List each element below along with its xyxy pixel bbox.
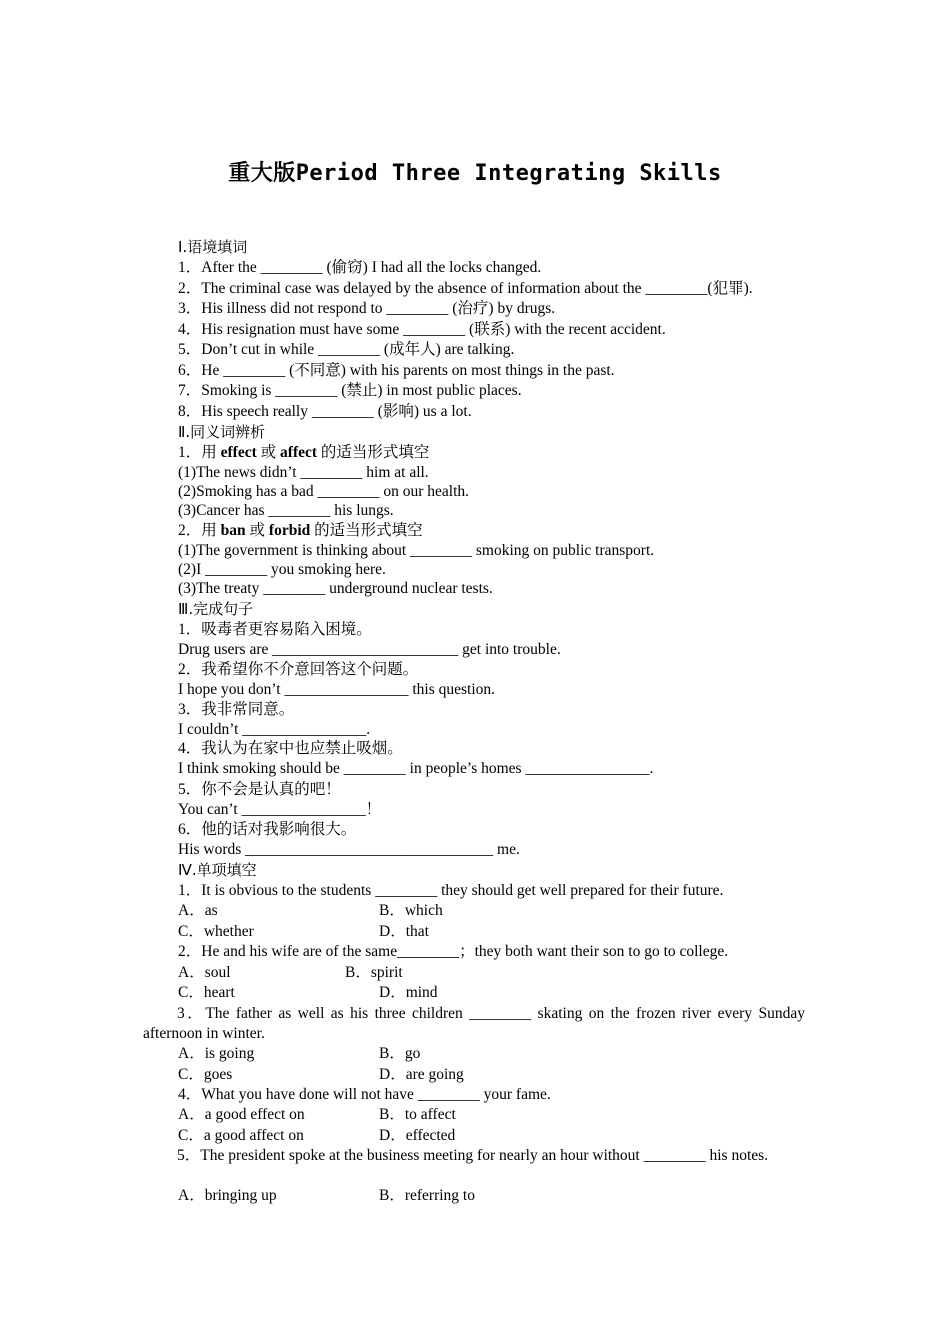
option-b: B．to affect [379,1106,456,1123]
synonym-item: (3)Cancer has ________ his lungs. [178,502,394,519]
option-d: D．mind [379,984,438,1001]
sentence-prompt: 1．吸毒者更容易陷入困境。 [178,621,372,638]
synonym-item: (2)I ________ you smoking here. [178,561,386,578]
question-1: 1．It is obvious to the students ________ they should get well prepared for their future. [178,882,724,899]
question-4: 4．What you have done will not have ________ your fame. [178,1086,551,1103]
option-a: A．as [178,902,218,919]
fill-item: 7．Smoking is ________ (禁止) in most public places. [178,382,522,399]
sentence-line: I hope you don’t ________________ this question. [178,681,496,698]
question-2: 2．He and his wife are of the same________；they both want their son to go to college. [178,943,729,960]
sentence-line: His words ________________________________ me. [178,841,520,858]
option-a: A．bringing up [178,1187,277,1204]
fill-item: 1．After the ________ (偷窃) I had all the locks changed. [178,259,542,276]
question-5: 5．The president spoke at the business meeting for nearly an hour without ________ his notes. [177,1147,769,1164]
sentence-prompt: 4．我认为在家中也应禁止吸烟。 [178,740,403,757]
synonym-item: (2)Smoking has a bad ________ on our health. [178,483,470,500]
section-1-heading: Ⅰ.语境填词 [178,238,248,256]
option-a: A．a good effect on [178,1106,305,1123]
option-a: A．soul [178,964,231,981]
option-c: C．whether [178,923,254,940]
sentence-line: You can’t ________________！ [178,801,382,818]
fill-item: 3．His illness did not respond to ________ (治疗) by drugs. [178,300,556,317]
sentence-line: Drug users are ________________________ get into trouble. [178,641,561,658]
sentence-prompt: 5．你不会是认真的吧！ [178,781,341,798]
section-4-heading: Ⅳ.单项填空 [178,861,257,879]
section-3-heading: Ⅲ.完成句子 [178,600,254,618]
fill-item: 2．The criminal case was delayed by the absence of information about the ________(犯罪). [178,280,753,297]
sentence-line: I couldn’t ________________. [178,721,371,738]
page-title: 重大版Period Three Integrating Skills [228,161,722,186]
option-c: C．goes [178,1066,233,1083]
sentence-prompt: 6．他的话对我影响很大。 [178,821,357,838]
group-2-instruction: 2．用 ban 或 forbid 的适当形式填空 [178,522,423,539]
option-b: B．spirit [345,964,403,981]
option-b: B．referring to [379,1187,475,1204]
fill-item: 5．Don’t cut in while ________ (成年人) are talking. [178,341,515,358]
sentence-prompt: 2．我希望你不介意回答这个问题。 [178,661,419,678]
option-a: A．is going [178,1045,255,1062]
option-c: C．heart [178,984,235,1001]
sentence-prompt: 3．我非常同意。 [178,701,295,718]
synonym-item: (3)The treaty ________ underground nuclear tests. [178,580,493,597]
option-d: D．effected [379,1127,456,1144]
fill-item: 6．He ________ (不同意) with his parents on most things in the past. [178,362,615,379]
fill-item: 4．His resignation must have some ________ (联系) with the recent accident. [178,321,666,338]
option-d: D．that [379,923,429,940]
question-3: 3．The father as well as his three children ________ skating on the frozen river every Sunday afternoon in winter. [143,1005,805,1042]
option-d: D．are going [379,1066,464,1083]
fill-item: 8．His speech really ________ (影响) us a lot. [178,403,472,420]
section-2-heading: Ⅱ.同义词辨析 [178,423,266,441]
option-b: B．go [379,1045,421,1062]
synonym-item: (1)The news didn’t ________ him at all. [178,464,429,481]
sentence-line: I think smoking should be ________ in people’s homes ________________. [178,760,654,777]
option-b: B．which [379,902,443,919]
option-c: C．a good affect on [178,1127,304,1144]
group-1-instruction: 1．用 effect 或 affect 的适当形式填空 [178,444,430,461]
synonym-item: (1)The government is thinking about ________ smoking on public transport. [178,542,655,559]
